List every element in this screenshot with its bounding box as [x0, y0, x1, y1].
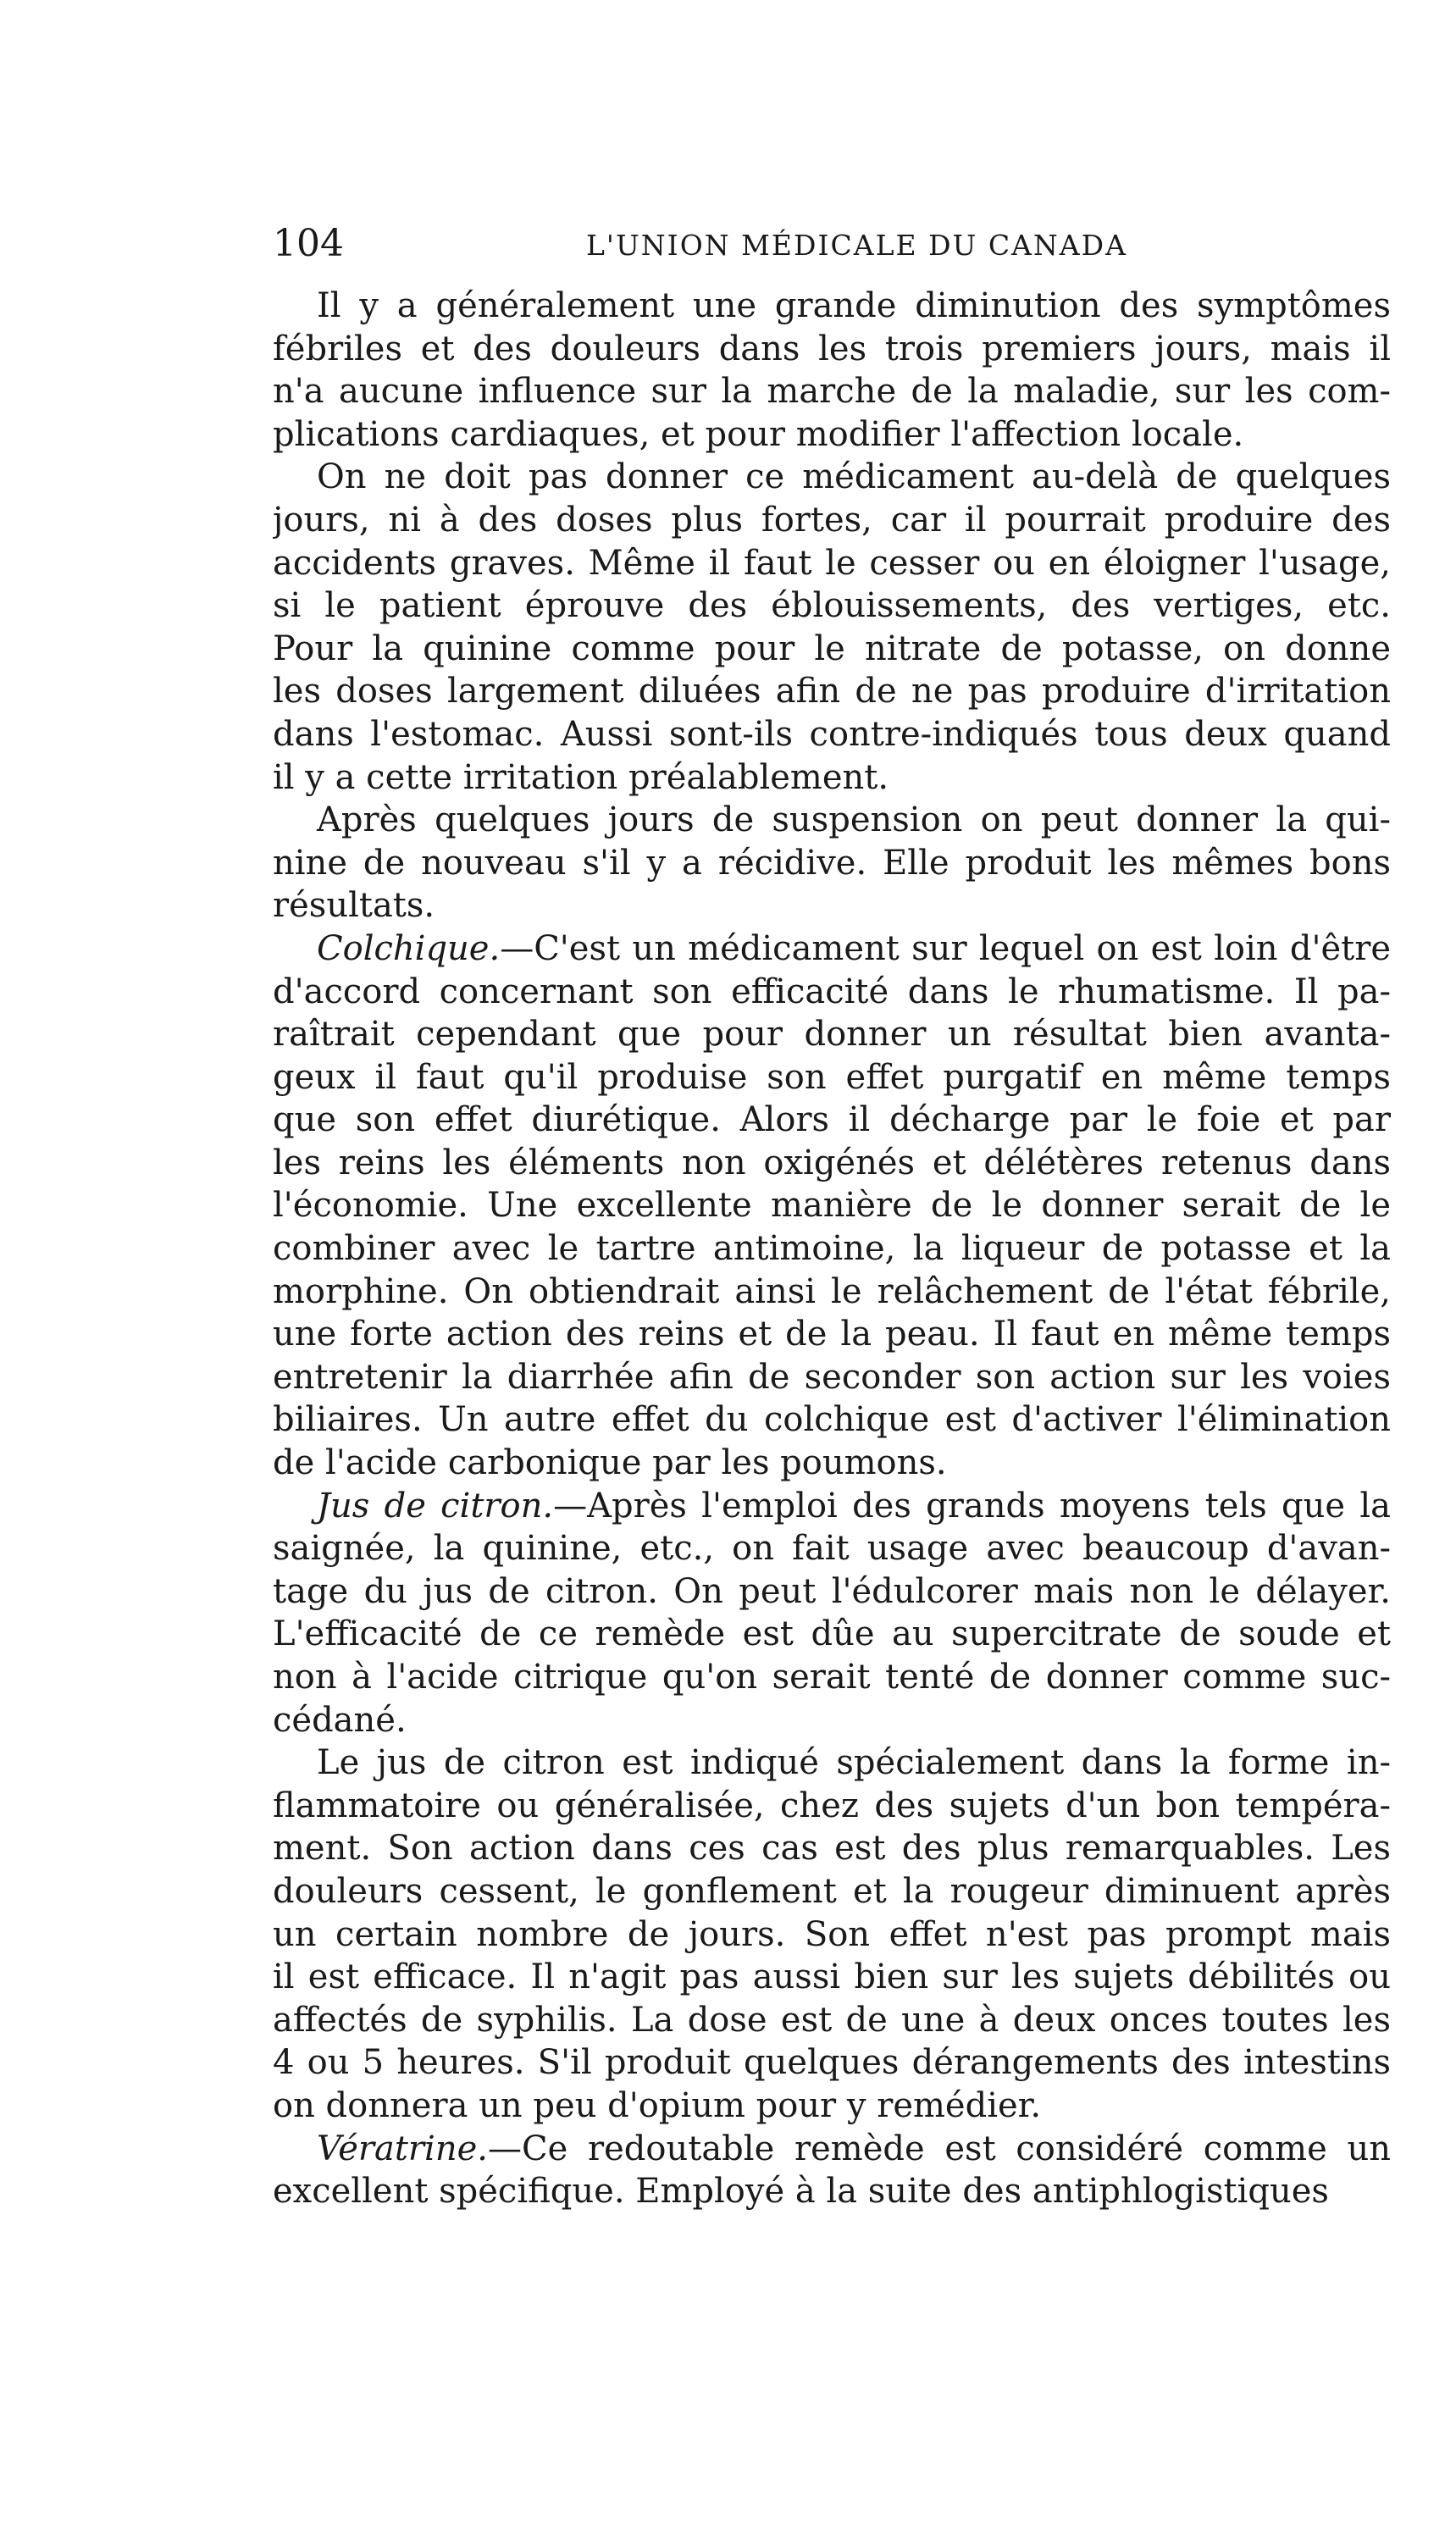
line-text: nine de nouveau s'il y a récidive. Elle produit les mêmes bons [273, 843, 1391, 883]
line-text: raîtrait cependant que pour donner un résultat bien avanta- [273, 1015, 1391, 1055]
text-line [273, 2041, 1391, 2085]
text-line [273, 1741, 1391, 1785]
line-text: ment. Son action dans ces cas est des plus remarquables. Les [273, 1829, 1391, 1869]
line-text: Pour la quinine comme pour le nitrate de potasse, on donne [273, 628, 1391, 668]
line-text: Après quelques jours de suspension on peut donner la qui- [317, 800, 1391, 840]
text-line [273, 756, 1391, 800]
line-text: tage du jus de citron. On peut l'édulcorer mais non le délayer. [273, 1571, 1391, 1611]
text-line [273, 1999, 1391, 2042]
line-text: les reins les éléments non oxigénés et délétères retenus dans [273, 1143, 1391, 1182]
remedy-heading: Jus de citron. [317, 1486, 554, 1525]
text-line [273, 1184, 1391, 1227]
text-line [273, 1613, 1391, 1656]
text-line [273, 2085, 1391, 2128]
line-text: d'accord concernant son efficacité dans le rhumatisme. Il pa- [273, 972, 1391, 1011]
body-text [273, 285, 1391, 2213]
text-line [273, 628, 1391, 671]
text-line [273, 1142, 1391, 1185]
page-number: 104 [273, 222, 344, 265]
line-text: geux il faut qu'il produise son effet purgatif en même temps [273, 1057, 1391, 1097]
line-text: résultats. [273, 886, 435, 926]
text-line [273, 2128, 1391, 2171]
line-text: l'économie. Une excellente manière de le donner serait de le [273, 1186, 1391, 1226]
line-text: que son effet diurétique. Alors il décharge par le foie et par [273, 1100, 1391, 1140]
text-line [273, 1699, 1391, 1742]
line-text: jours, ni à des doses plus fortes, car il pourrait produire des [273, 500, 1391, 540]
line-text: plications cardiaques, et pour modifier l'affection locale. [273, 414, 1244, 454]
line-text: cédané. [273, 1700, 407, 1740]
line-text: morphine. On obtiendrait ainsi le relâchement de l'état fébrile, [273, 1271, 1391, 1311]
text-line [273, 1913, 1391, 1957]
text-line [273, 1956, 1391, 1999]
text-line [273, 413, 1391, 457]
text-line [273, 1485, 1391, 1528]
text-line [273, 1398, 1391, 1442]
remedy-heading: Colchique. [317, 928, 501, 968]
line-text: saignée, la quinine, etc., on fait usage avec beaucoup d'avan- [273, 1529, 1391, 1569]
line-text: les doses largement diluées afin de ne pas produire d'irritation [273, 672, 1391, 712]
line-text: n'a aucune influence sur la marche de la maladie, sur les com- [273, 372, 1391, 412]
line-text: —Après l'emploi des grands moyens tels que la [553, 1486, 1391, 1525]
text-line [273, 927, 1391, 971]
line-text: flammatoire ou généralisée, chez des sujets d'un bon tempéra- [273, 1786, 1391, 1825]
text-line [273, 1227, 1391, 1271]
text-line [273, 1356, 1391, 1399]
line-text: de l'acide carbonique par les poumons. [273, 1443, 947, 1483]
text-line [273, 1785, 1391, 1828]
line-text: il est efficace. Il n'agit pas aussi bien sur les sujets débilités ou [273, 1957, 1391, 1997]
text-line [273, 1056, 1391, 1099]
text-line [273, 670, 1391, 713]
text-line [273, 799, 1391, 842]
line-text: 4 ou 5 heures. S'il produit quelques dérangements des intestins [273, 2043, 1391, 2083]
line-text: affectés de syphilis. La dose est de une à deux onces toutes les [273, 2000, 1391, 2040]
text-line [273, 713, 1391, 756]
line-text: il y a cette irritation préalablement. [273, 757, 889, 797]
text-line [273, 971, 1391, 1014]
line-text: dans l'estomac. Aussi sont-ils contre-indiqués tous deux quand [273, 714, 1391, 754]
line-text: Le jus de citron est indiqué spécialement dans la forme in- [317, 1743, 1391, 1783]
text-line [273, 1099, 1391, 1142]
running-title: L'UNION MÉDICALE DU CANADA [586, 229, 1127, 262]
text-line [273, 456, 1391, 499]
line-text: entretenir la diarrhée afin de seconder son action sur les voies [273, 1357, 1391, 1397]
text-line [273, 1013, 1391, 1056]
remedy-heading: Vératrine. [317, 2129, 488, 2168]
page-header [273, 219, 1171, 269]
line-text: un certain nombre de jours. Son effet n'est pas prompt mais [273, 1914, 1391, 1954]
text-line [273, 328, 1391, 371]
text-line [273, 842, 1391, 885]
text-line [273, 285, 1391, 328]
text-line [273, 884, 1391, 927]
text-line [273, 370, 1391, 413]
text-line [273, 1656, 1391, 1699]
line-text: on donnera un peu d'opium pour y remédier. [273, 2085, 1042, 2125]
text-line [273, 1870, 1391, 1913]
line-text: —Ce redoutable remède est considéré comme un [488, 2129, 1391, 2168]
line-text: accidents graves. Même il faut le cesser ou en éloigner l'usage, [273, 543, 1391, 583]
line-text: —C'est un médicament sur lequel on est loin d'être [500, 928, 1391, 968]
text-line [273, 1570, 1391, 1614]
text-line [273, 2170, 1391, 2213]
line-text: biliaires. Un autre effet du colchique est d'activer l'élimination [273, 1400, 1391, 1440]
line-text: excellent spécifique. Employé à la suite des antiphlogistiques [273, 2172, 1329, 2212]
text-line [273, 1527, 1391, 1570]
line-text: non à l'acide citrique qu'on serait tenté de donner comme suc- [273, 1658, 1391, 1697]
line-text: L'efficacité de ce remède est dûe au supercitrate de soude et [273, 1614, 1391, 1654]
text-line [273, 584, 1391, 628]
text-line [273, 1827, 1391, 1870]
text-line [273, 1442, 1391, 1485]
line-text: On ne doit pas donner ce médicament au-delà de quelques [317, 457, 1391, 497]
line-text: si le patient éprouve des éblouissements, des vertiges, etc. [273, 586, 1391, 626]
text-line [273, 499, 1391, 542]
text-line [273, 542, 1391, 585]
line-text: fébriles et des douleurs dans les trois premiers jours, mais il [273, 329, 1391, 368]
line-text: Il y a généralement une grande diminution des symptômes [317, 286, 1391, 325]
text-line [273, 1271, 1391, 1314]
line-text: une forte action des reins et de la peau. Il faut en même temps [273, 1315, 1391, 1354]
line-text: combiner avec le tartre antimoine, la liqueur de potasse et la [273, 1229, 1391, 1269]
line-text: douleurs cessent, le gonflement et la rougeur diminuent après [273, 1871, 1391, 1911]
text-line [273, 1313, 1391, 1356]
